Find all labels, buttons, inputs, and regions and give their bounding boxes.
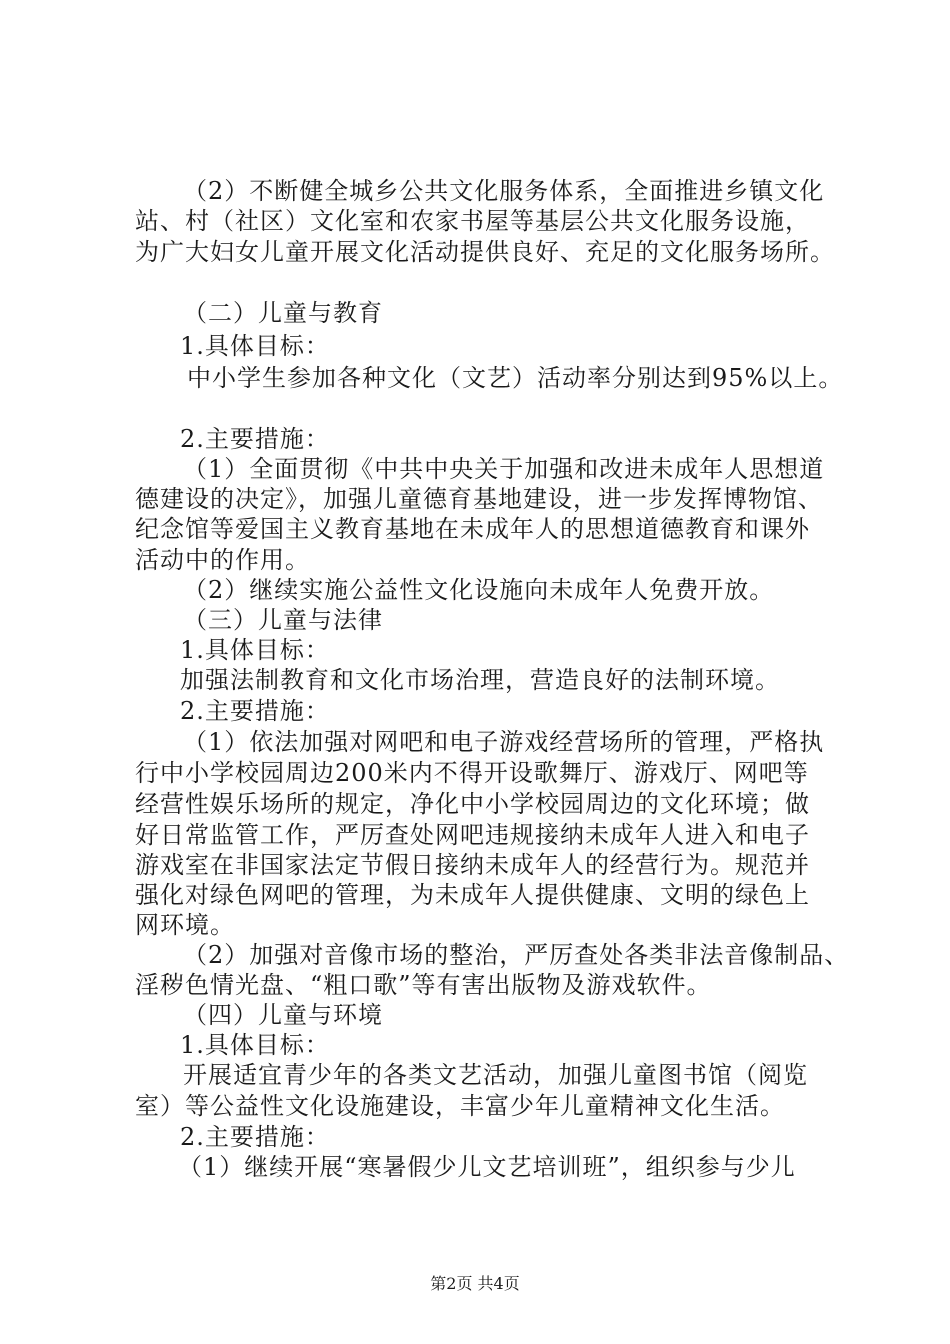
text-line: 德建设的决定》，加强儿童德育基地建设，进一步发挥博物馆、	[135, 485, 823, 513]
text-line: 淫秽色情光盘、“粗口歌”等有害出版物及游戏软件。	[135, 971, 712, 999]
subheading: 2.主要措施：	[180, 1123, 330, 1151]
section-heading: （三）儿童与法律	[183, 606, 383, 634]
text-line: 中小学生参加各种文化（文艺）活动率分别达到95%以上。	[187, 364, 844, 392]
text-line: 好日常监管工作，严厉查处网吧违规接纳未成年人进入和电子	[135, 821, 810, 849]
text-line: （2）不断健全城乡公共文化服务体系，全面推进乡镇文化	[183, 177, 825, 205]
text-line: 活动中的作用。	[135, 546, 310, 574]
text-line: 加强法制教育和文化市场治理，营造良好的法制环境。	[180, 666, 780, 694]
page-number-footer: 第2页 共4页	[430, 1274, 520, 1293]
text-line: 行中小学校园周边200米内不得开设歌舞厅、游戏厅、网吧等	[135, 759, 809, 787]
subheading: 2.主要措施：	[180, 425, 330, 453]
text-line: （1）依法加强对网吧和电子游戏经营场所的管理，严格执	[183, 728, 825, 756]
text-line: 室）等公益性文化设施建设，丰富少年儿童精神文化生活。	[135, 1092, 785, 1120]
text-line: （1）继续开展“寒暑假少儿文艺培训班”，组织参与少儿	[178, 1153, 796, 1181]
text-line: 经营性娱乐场所的规定，净化中小学校园周边的文化环境；做	[135, 790, 810, 818]
subheading: 1.具体目标：	[180, 332, 330, 360]
section-heading: （二）儿童与教育	[183, 299, 383, 327]
subheading: 2.主要措施：	[180, 697, 330, 725]
text-line: 纪念馆等爱国主义教育基地在未成年人的思想道德教育和课外	[135, 515, 810, 543]
text-line: （1）全面贯彻《中共中央关于加强和改进未成年人思想道	[183, 455, 825, 483]
subheading: 1.具体目标：	[180, 636, 330, 664]
text-line: 强化对绿色网吧的管理，为未成年人提供健康、文明的绿色上	[135, 881, 810, 909]
text-line: （2）加强对音像市场的整治，严厉查处各类非法音像制品、	[183, 941, 850, 969]
text-line: 网环境。	[135, 911, 235, 939]
text-line: 游戏室在非国家法定节假日接纳未成年人的经营行为。规范并	[135, 851, 810, 879]
text-line: 为广大妇女儿童开展文化活动提供良好、充足的文化服务场所。	[135, 238, 835, 266]
text-line: 开展适宜青少年的各类文艺活动，加强儿童图书馆（阅览	[183, 1061, 808, 1089]
text-line: 站、村（社区）文化室和农家书屋等基层公共文化服务设施，	[135, 207, 810, 235]
text-line: （2）继续实施公益性文化设施向未成年人免费开放。	[183, 576, 775, 604]
section-heading: （四）儿童与环境	[183, 1001, 383, 1029]
subheading: 1.具体目标：	[180, 1031, 330, 1059]
